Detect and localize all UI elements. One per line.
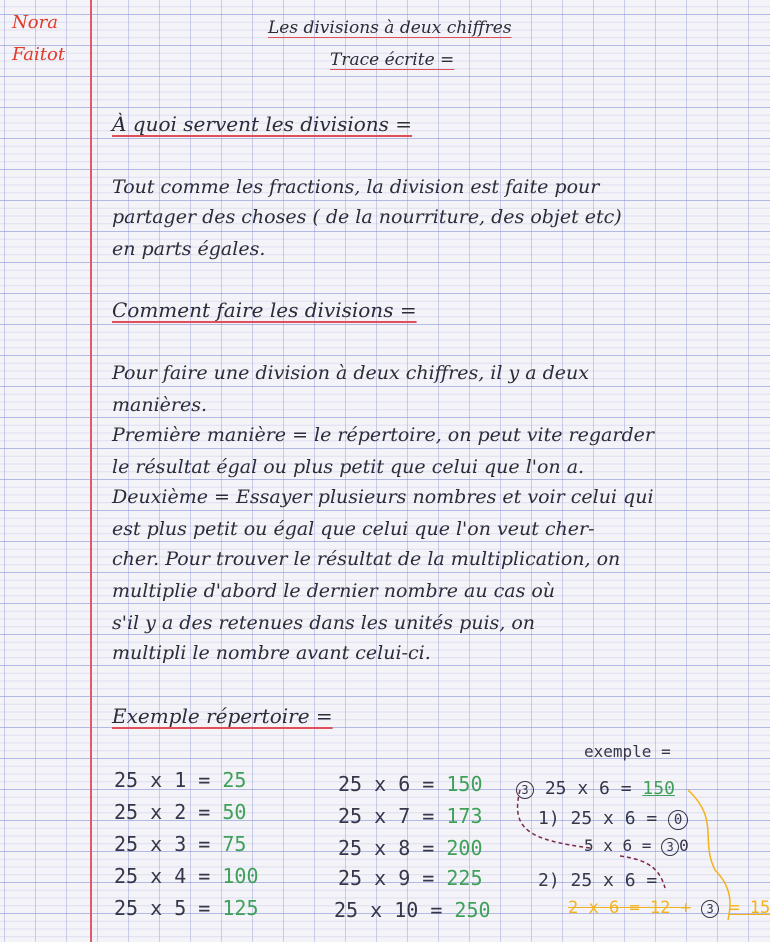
example-step1-digit: 0 [668, 810, 688, 830]
times-result: 173 [446, 804, 483, 828]
section1-line: en parts égales. [112, 238, 266, 260]
section2-line: s'il y a des retenues dans les unités puis, on [112, 612, 536, 634]
times-expr: 25 x 5 [114, 896, 187, 920]
times-table-row: 25 x 7 = 173 [338, 804, 483, 828]
times-result: 100 [222, 864, 259, 888]
page-subtitle: Trace écrite = [330, 50, 455, 70]
section1-line: Tout comme les fractions, la division est faite pour [112, 176, 600, 198]
example-step1-detail: 5 x 6 = [584, 836, 652, 855]
section2-line: le résultat égal ou plus petit que celui que l'on a. [112, 456, 585, 478]
times-table-row: 25 x 10 = 250 [334, 898, 491, 922]
section2-line: cher. Pour trouver le résultat de la multiplication, on [112, 548, 621, 570]
example-step1-end: 0 [679, 836, 689, 855]
times-result: 250 [454, 898, 491, 922]
section2-line: Première manière = le répertoire, on peut vite regarder [112, 424, 654, 446]
section2-heading: Comment faire les divisions = [112, 298, 417, 322]
section2-line: manières. [112, 394, 208, 416]
section2-line: multiplie d'abord le dernier nombre au cas où [112, 580, 556, 602]
student-last-name: Faitot [12, 44, 66, 65]
times-table-row: 25 x 6 = 150 [338, 772, 483, 796]
times-table-row: 25 x 9 = 225 [338, 866, 483, 890]
margin-line [90, 0, 92, 942]
times-table-row: 25 x 8 = 200 [338, 836, 483, 860]
times-expr: 25 x 8 [338, 836, 411, 860]
carry-badge: 3 [516, 781, 534, 799]
example-step2-result: = 15 [729, 898, 770, 918]
times-result: 25 [222, 768, 247, 792]
times-expr: 25 x 9 [338, 866, 411, 890]
example-step1-expr: 1) 25 x 6 = [538, 808, 658, 829]
times-result: 150 [446, 772, 483, 796]
example-step2-detail: 2 x 6 = 12 + [568, 898, 691, 918]
example-main-expr: 25 x 6 = [544, 778, 632, 799]
times-table-row: 25 x 5 = 125 [114, 896, 259, 920]
times-expr: 25 x 4 [114, 864, 187, 888]
times-result: 125 [222, 896, 259, 920]
times-expr: 25 x 1 [114, 768, 187, 792]
times-expr: 25 x 6 [338, 772, 411, 796]
times-expr: 25 x 2 [114, 800, 187, 824]
times-result: 200 [446, 836, 483, 860]
student-first-name: Nora [12, 12, 58, 33]
times-result: 50 [222, 800, 247, 824]
page-title: Les divisions à deux chiffres [268, 18, 512, 38]
example-label: exemple = [584, 742, 671, 761]
times-expr: 25 x 7 [338, 804, 411, 828]
times-expr: 25 x 3 [114, 832, 187, 856]
times-result: 75 [222, 832, 247, 856]
section2-line: multipli le nombre avant celui-ci. [112, 642, 431, 664]
section2-line: Deuxième = Essayer plusieurs nombres et voir celui qui [112, 486, 654, 508]
example-step2-circle: 3 [701, 900, 719, 918]
example-step1-circle: 3 [661, 838, 679, 856]
section3-heading: Exemple répertoire = [112, 704, 333, 728]
example-main-result: 150 [642, 778, 675, 799]
times-table-row: 25 x 3 = 75 [114, 832, 247, 856]
times-table-row: 25 x 1 = 25 [114, 768, 247, 792]
example-arrows [500, 770, 752, 942]
section1-line: partager des choses ( de la nourriture, des objet etc) [112, 206, 622, 228]
times-table-row: 25 x 4 = 100 [114, 864, 259, 888]
times-table-row: 25 x 2 = 50 [114, 800, 247, 824]
section1-heading: À quoi servent les divisions = [112, 112, 413, 136]
section2-line: Pour faire une division à deux chiffres, il y a deux [112, 362, 589, 384]
section2-line: est plus petit ou égal que celui que l'on veut cher- [112, 518, 595, 540]
times-expr: 25 x 10 [334, 898, 419, 922]
example-step2: 2) 25 x 6 = [538, 870, 658, 891]
times-result: 225 [446, 866, 483, 890]
